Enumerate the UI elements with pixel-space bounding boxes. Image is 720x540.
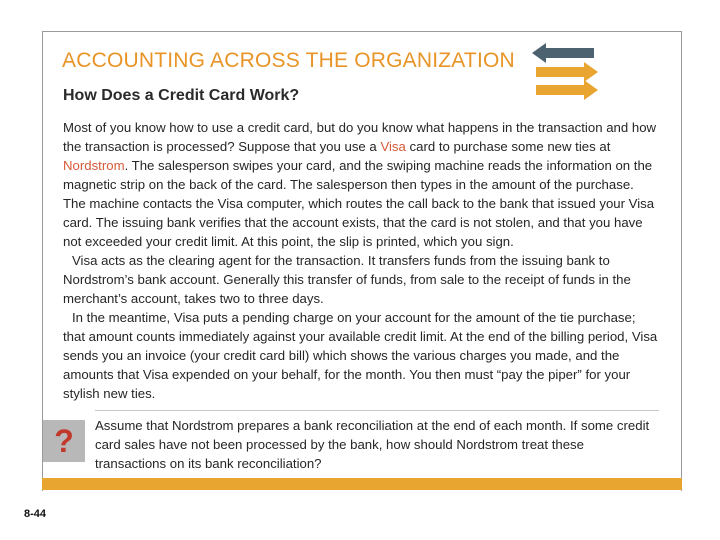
feature-title: ACCOUNTING ACROSS THE ORGANIZATION [62,49,515,72]
left-right-arrows-icon [532,42,598,100]
paragraph-3: In the meantime, Visa puts a pending charge on your account for the amount of the tie purchase; that amount counts immediately against your available credit limit. At the end of the billing period, Visa sends you an invoice (your credit card bill) which shows the various charges you made, and the amounts that Visa expended on your behalf, for the month. You then must “pay the piper” for your stylish new ties. [63,310,658,401]
p1-part-c: . The salesperson swipes your card, and the swiping machine reads the information on the magnetic strip on the back of the card. The salesperson then types in the amount of the purchase. The machine contacts the Visa computer, which routes the call back to the bank that issued your Visa card. The issuing bank verifies that the account exists, that the card is not stolen, and that you have not exceeded your credit limit. At this point, the slip is printed, which you sign. [63,158,655,249]
p1-part-a: Most of you know how to use a credit card, but do you know what happens in the transaction and how the transaction is processed? Suppose that you use a [63,120,657,154]
article-subtitle: How Does a Credit Card Work? [63,87,300,104]
discussion-question: Assume that Nordstrom prepares a bank reconciliation at the end of each month. If some credit card sales have not been processed by the bank, how should Nordstrom treat these transactions on its bank reconciliation? [95,418,650,471]
feature-box [42,31,682,491]
question-symbol: ? [54,423,74,459]
question-mark-icon [43,420,85,462]
page-number: 8-44 [24,508,47,520]
paragraph-2: Visa acts as the clearing agent for the transaction. It transfers funds from the issuing bank to Nordstrom’s bank account. Generally this transfer of funds, from sale to the receipt of funds in the merchant’s account, takes two to three days. [63,253,631,306]
nordstrom-link[interactable]: Nordstrom [63,158,125,173]
divider [95,410,659,411]
p1-part-b: card to purchase some new ties at [405,139,611,154]
feature-footer-bar [42,478,682,490]
paragraph-1 [63,118,659,251]
article-body [63,118,659,403]
left-arrow-top [532,43,594,63]
visa-link[interactable]: Visa [380,139,406,154]
